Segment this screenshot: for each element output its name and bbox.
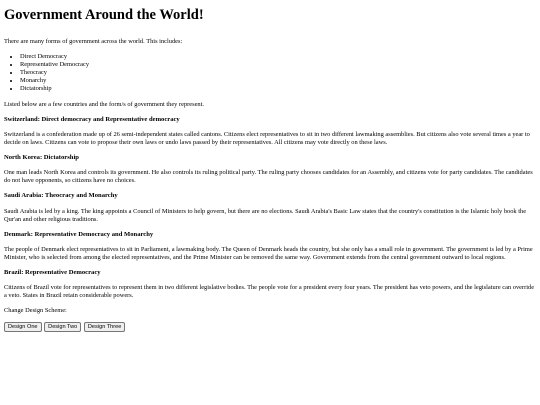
listed-intro-text: Listed below are a few countries and the form/s of government they represent.: [4, 100, 204, 108]
country-heading-brazil: Brazil: Representative Democracy: [4, 268, 101, 276]
list-item: • Monarchy: [20, 77, 536, 85]
design-three-button[interactable]: Design Three: [84, 322, 125, 332]
design-two-button[interactable]: Design Two: [44, 322, 81, 332]
country-text-switzerland: Switzerland is a confederation made up of 26 semi-independent states called cantons. Citizens elect representatives to sit in two different lawmaking assemblies. But citizens also vote several times a year to decide on laws. Citizens can vote to propose their own laws or undo laws passed by their representatives. All citizens may vote directly on these laws.: [4, 131, 530, 147]
design-one-button[interactable]: Design One: [4, 322, 42, 332]
design-scheme-label: Change Design Scheme:: [4, 307, 67, 315]
country-heading-denmark: Denmark: Representative Democracy and Monarchy: [4, 230, 154, 238]
country-heading-saudi-arabia: Saudi Arabia: Theocracy and Monarchy: [4, 192, 118, 200]
design-scheme-controls: [4, 322, 536, 332]
list-item: • Representative Democracy: [20, 61, 536, 69]
country-text-north-korea: One man leads North Korea and controls its government. He also controls its ruling political party. The ruling party chooses candidates for an Assembly, and citizens vote for party candidates. The candidates do not have opponents, so citizens have no choices.: [4, 169, 533, 185]
country-heading-switzerland: Switzerland: Direct democracy and Representative democracy: [4, 115, 180, 123]
list-item: • Dictatorship: [20, 85, 536, 93]
country-heading-north-korea: North Korea: Dictatorship: [4, 154, 79, 162]
intro-text: There are many forms of government across the world. This includes:: [4, 37, 183, 45]
list-item: • Direct Democracy: [20, 53, 536, 61]
page-title: Government Around the World!: [4, 7, 204, 23]
country-text-brazil: Citizens of Brazil vote for representatives to represent them in two different legislative bodies. The people vote for a president every four years. The president has veto powers, and the legislature can override a veto. States in Brazil retain considerable powers.: [4, 284, 535, 300]
list-item: • Theocracy: [20, 69, 536, 77]
country-text-saudi-arabia: Saudi Arabia is led by a king. The king appoints a Council of Ministers to help govern, but there are no elections. Saudi Arabia's Basic Law states that the country's constitution is the Islamic holy book the Qur'an and other religious traditions.: [4, 207, 527, 223]
government-forms-list: [4, 53, 536, 93]
country-text-denmark: The people of Denmark elect representatives to sit in Parliament, a lawmaking body. The Queen of Denmark heads the country, but she only has a small role in government. The government is led by a Prime Minister, who is selected from among the elected representatives, and the Prime Minister can be removed the same way. Government extends from the central government outward to local regions.: [4, 245, 533, 261]
